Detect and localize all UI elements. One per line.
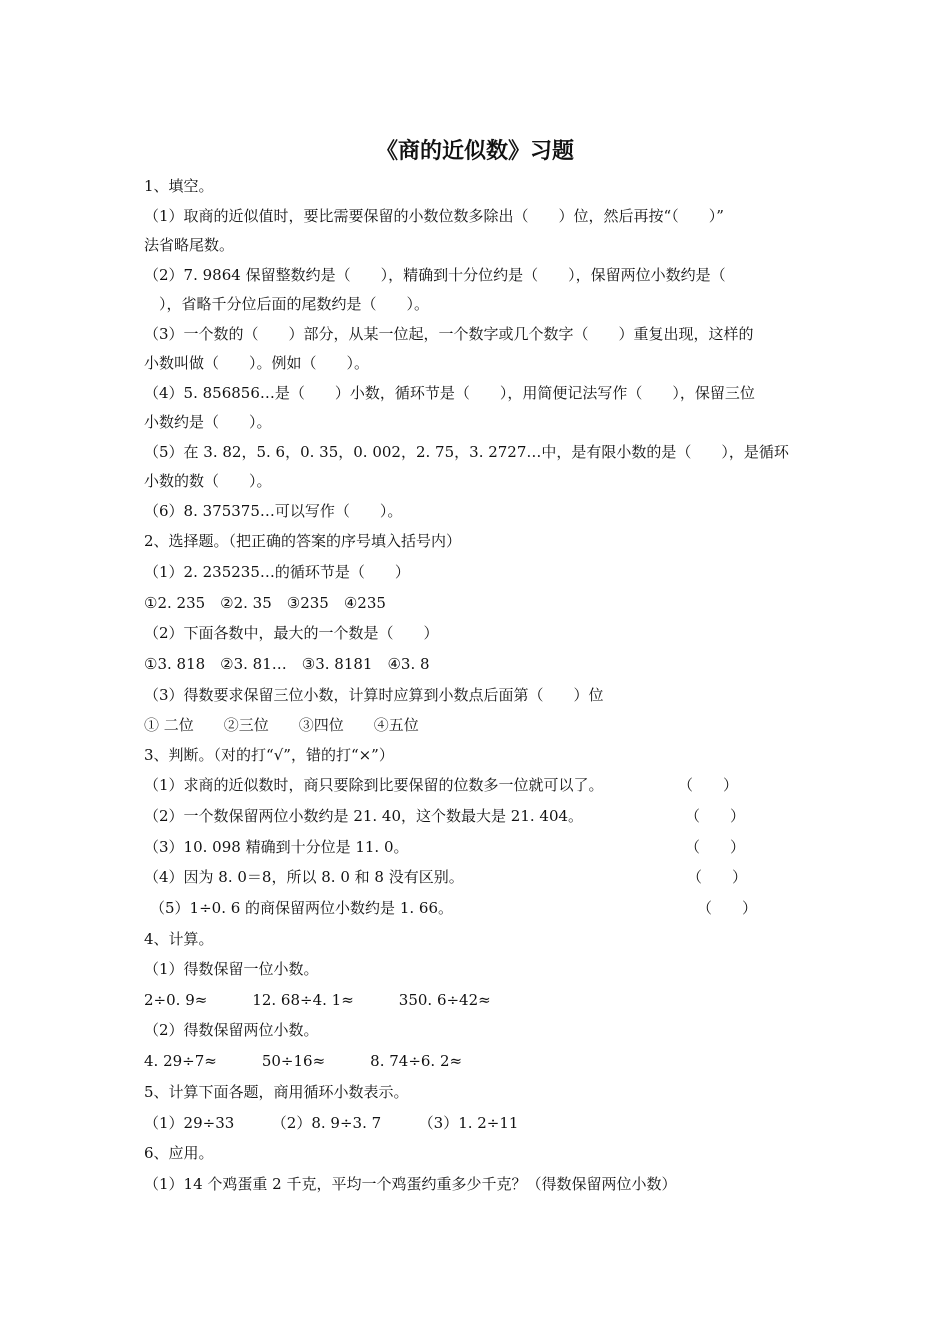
judge-statement: （1）求商的近似数时，商只要除到比要保留的位数多一位就可以了。 (144, 776, 604, 794)
question-text: （6）8. 375375…可以写作（ ）。 (144, 502, 403, 520)
question-text: （4）5. 856856…是（ ）小数，循环节是（ ），用简便记法写作（ ），保留三位 (144, 384, 755, 402)
section-5-heading: 5、计算下面各题，商用循环小数表示。 (144, 1083, 409, 1101)
question-text: （2）得数保留两位小数。 (144, 1021, 319, 1039)
answer-bracket: （ ） (697, 899, 758, 917)
calculation-row: 4. 29÷7≈ 50÷16≈ 8. 74÷6. 2≈ (144, 1052, 463, 1070)
choice-options: ①3. 818 ②3. 81… ③3. 8181 ④3. 8 (144, 655, 430, 673)
question-text: 法省略尾数。 (144, 236, 235, 254)
judge-statement: （3）10. 098 精确到十分位是 11. 0。 (144, 838, 409, 856)
judge-statement: （5）1÷0. 6 的商保留两位小数约是 1. 66。 (150, 899, 453, 917)
question-text: （2）下面各数中，最大的一个数是（ ） (144, 624, 439, 642)
answer-bracket: （ ） (685, 838, 746, 856)
choice-options: ①2. 235 ②2. 35 ③235 ④235 (144, 594, 386, 612)
question-text: （3）得数要求保留三位小数，计算时应算到小数点后面第（ ）位 (144, 686, 604, 704)
answer-bracket: （ ） (687, 868, 748, 886)
answer-bracket: （ ） (678, 776, 739, 794)
section-6-heading: 6、应用。 (144, 1144, 214, 1162)
question-text: ），省略千分位后面的尾数约是（ ）。 (144, 295, 430, 313)
question-text: 小数叫做（ ）。例如（ ）。 (144, 354, 370, 372)
question-text: （1）取商的近似值时，要比需要保留的小数位数多除出（ ）位，然后再按“（ ）” (144, 207, 724, 225)
question-text: （3）一个数的（ ）部分，从某一位起，一个数字或几个数字（ ）重复出现，这样的 (144, 325, 754, 343)
calculation-row: （1）29÷33 （2）8. 9÷3. 7 （3）1. 2÷11 (144, 1114, 519, 1132)
choice-options: ① 二位 ②三位 ③四位 ④五位 (144, 716, 419, 734)
page-title: 《商的近似数》习题 (375, 139, 574, 164)
calculation-row: 2÷0. 9≈ 12. 68÷4. 1≈ 350. 6÷42≈ (144, 991, 491, 1009)
question-text: （5）在 3. 82，5. 6，0. 35，0. 002，2. 75，3. 2727…中，是有限小数的是（ ），是循环 (144, 443, 789, 461)
judge-statement: （4）因为 8. 0＝8，所以 8. 0 和 8 没有区别。 (144, 868, 464, 886)
section-2-heading: 2、选择题。（把正确的答案的序号填入括号内） (144, 532, 462, 550)
section-4-heading: 4、计算。 (144, 930, 214, 948)
question-text: 小数的数（ ）。 (144, 472, 272, 490)
question-text: （1）2. 235235…的循环节是（ ） (144, 563, 410, 581)
section-3-heading: 3、判断。（对的打“√”，错的打“×”） (144, 746, 394, 764)
question-text: （1）得数保留一位小数。 (144, 960, 319, 978)
question-text: （1）14 个鸡蛋重 2 千克，平均一个鸡蛋约重多少千克？（得数保留两位小数） (144, 1175, 677, 1193)
answer-bracket: （ ） (685, 807, 746, 825)
question-text: 小数约是（ ）。 (144, 413, 272, 431)
section-1-heading: 1、填空。 (144, 177, 214, 195)
question-text: （2）7. 9864 保留整数约是（ ），精确到十分位约是（ ），保留两位小数约是（ (144, 266, 726, 284)
judge-statement: （2）一个数保留两位小数约是 21. 40，这个数最大是 21. 404。 (144, 807, 584, 825)
